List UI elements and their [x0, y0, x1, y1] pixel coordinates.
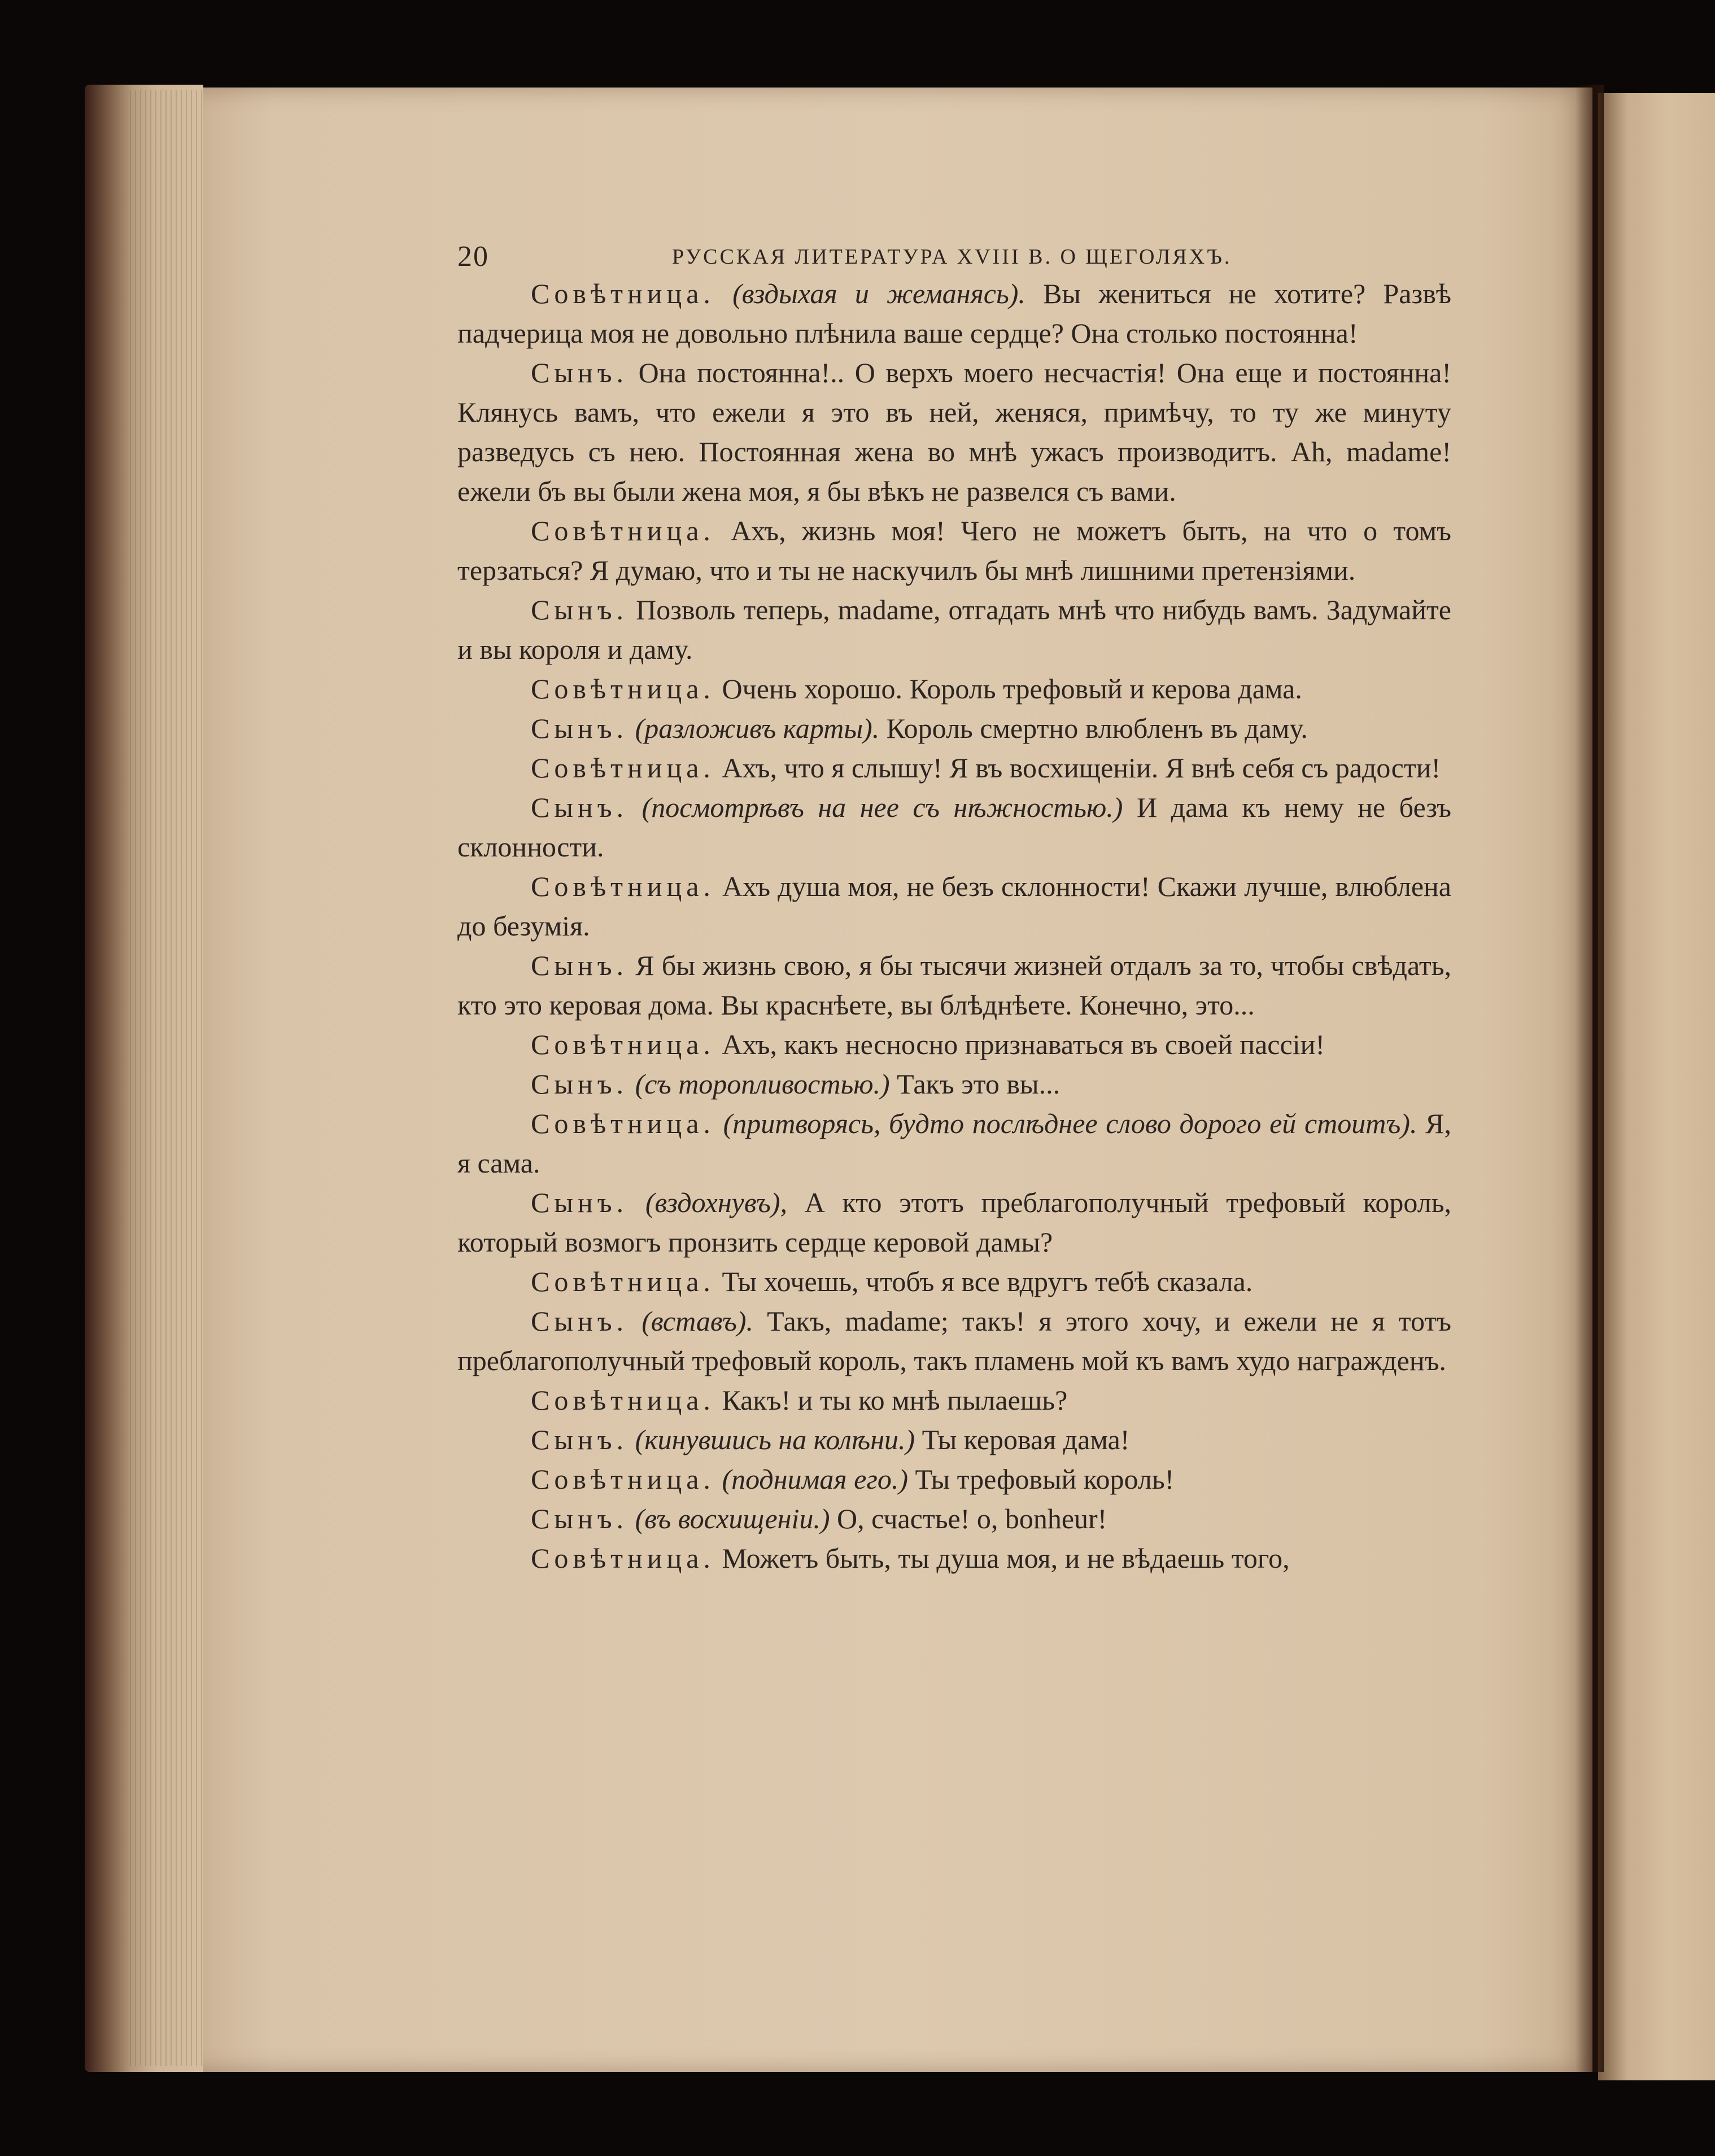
- speaker-name: Сынъ.: [531, 357, 629, 388]
- dialogue-paragraph: [457, 1499, 1451, 1538]
- dialogue-paragraph: [457, 748, 1451, 788]
- dialogue-paragraph: [457, 946, 1451, 1025]
- text-body: [457, 274, 1451, 1578]
- speaker-name: Совѣтница.: [531, 673, 715, 705]
- dialogue-text: Позволь теперь, madame, отгадать мнѣ что нибудь вамъ. Задумайте и вы короля и даму.: [457, 594, 1451, 665]
- dialogue-text: Ахъ, жизнь моя! Чего не можетъ быть, на что о томъ терзаться? Я думаю, что и ты не наскучилъ бы мнѣ лишними претензіями.: [457, 515, 1451, 586]
- speaker-name: Совѣтница.: [531, 278, 715, 309]
- page-gutter: [1576, 85, 1604, 2072]
- dialogue-text: Я, я сама.: [457, 1108, 1452, 1179]
- page-content: [457, 240, 1451, 1578]
- dialogue-text: Ты трефовый король!: [915, 1463, 1175, 1495]
- dialogue-paragraph: [457, 669, 1451, 709]
- dialogue-paragraph: [457, 788, 1451, 867]
- dialogue-paragraph: [457, 1262, 1451, 1301]
- dialogue-paragraph: [457, 1459, 1451, 1499]
- dialogue-text: Я бы жизнь свою, я бы тысячи жизней отдалъ за то, чтобы свѣдать, кто это керовая дома. Вы краснѣете, вы блѣднѣете. Конечно, это...: [457, 950, 1451, 1021]
- stage-direction: (поднимая его.): [722, 1463, 909, 1495]
- speaker-name: Сынъ.: [531, 791, 629, 823]
- dialogue-text: Ахъ, какъ несносно признаваться въ своей пассіи!: [722, 1029, 1325, 1060]
- stage-direction: (кинувшись на колѣни.): [635, 1424, 915, 1455]
- dialogue-text: Ахъ, что я слышу! Я въ восхищеніи. Я внѣ себя съ радости!: [722, 752, 1441, 784]
- running-title: РУССКАЯ ЛИТЕРАТУРА XVIII В. О ЩЕГОЛЯХЪ.: [672, 245, 1232, 269]
- dialogue-text: Ты керовая дама!: [922, 1424, 1130, 1455]
- dialogue-paragraph: [457, 709, 1451, 748]
- speaker-name: Сынъ.: [531, 1305, 629, 1337]
- dialogue-text: О, счастье! о, bonheur!: [837, 1503, 1107, 1534]
- dialogue-text: Такъ, madame; такъ! я этого хочу, и ежели не я тотъ преблагополучный трефовый король, такъ пламень мой къ вамъ худо награжденъ.: [457, 1305, 1451, 1376]
- dialogue-paragraph: [457, 353, 1451, 511]
- stage-direction: (разложивъ карты).: [635, 712, 880, 744]
- speaker-name: Совѣтница.: [531, 752, 715, 784]
- dialogue-paragraph: [457, 274, 1451, 353]
- dialogue-text: Ты хочешь, чтобъ я все вдругъ тебѣ сказала.: [722, 1266, 1253, 1297]
- speaker-name: Совѣтница.: [531, 1463, 715, 1495]
- speaker-name: Совѣтница.: [531, 1384, 715, 1416]
- dialogue-text: Очень хорошо. Король трефовый и керова дама.: [722, 673, 1302, 705]
- speaker-name: Совѣтница.: [531, 1108, 715, 1139]
- page-header: [457, 240, 1451, 274]
- dialogue-text: Можетъ быть, ты душа моя, и не вѣдаешь того,: [722, 1542, 1290, 1574]
- dialogue-paragraph: [457, 867, 1451, 946]
- speaker-name: Сынъ.: [531, 594, 629, 626]
- speaker-name: Совѣтница.: [531, 1542, 715, 1574]
- stage-direction: (посмотрѣвъ на нее съ нѣжностью.): [642, 791, 1123, 823]
- facing-page-edge: [1598, 93, 1715, 2080]
- dialogue-paragraph: [457, 1064, 1451, 1104]
- speaker-name: Совѣтница.: [531, 515, 715, 546]
- speaker-name: Сынъ.: [531, 712, 629, 744]
- dialogue-paragraph: [457, 1538, 1451, 1578]
- dialogue-text: Вы жениться не хотите? Развѣ падчерица моя не довольно плѣнила ваше сердце? Она столько постоянна!: [457, 278, 1452, 349]
- dialogue-paragraph: [457, 1183, 1451, 1262]
- dialogue-text: Она постоянна!.. О верхъ моего несчастія! Она еще и постоянна! Клянусь вамъ, что ежели я это въ ней, женяся, примѣчу, то ту же минуту разведусь съ нею. Постоянная жена во мнѣ ужасъ производитъ. Ah, madame! ежели бъ вы были жена моя, я бы вѣкъ не развелся съ вами.: [457, 357, 1451, 507]
- stage-direction: (вздыхая и жеманясь).: [732, 278, 1025, 309]
- dialogue-text: Какъ! и ты ко мнѣ пылаешь?: [722, 1384, 1068, 1416]
- page-stack: [130, 90, 209, 2066]
- dialogue-paragraph: [457, 1104, 1451, 1183]
- stage-direction: (притворясь, будто послѣднее слово дорого ей стоитъ).: [723, 1108, 1417, 1139]
- speaker-name: Сынъ.: [531, 1187, 629, 1218]
- speaker-name: Сынъ.: [531, 1503, 629, 1534]
- dialogue-text: Такъ это вы...: [897, 1068, 1061, 1100]
- dialogue-text: Король смертно влюбленъ въ даму.: [886, 712, 1308, 744]
- speaker-name: Совѣтница.: [531, 871, 715, 902]
- page-number: 20: [457, 240, 489, 273]
- dialogue-paragraph: [457, 1380, 1451, 1420]
- dialogue-paragraph: [457, 590, 1451, 669]
- stage-direction: (съ торопливостью.): [635, 1068, 890, 1100]
- speaker-name: Сынъ.: [531, 1068, 629, 1100]
- stage-direction: (вздохнувъ),: [645, 1187, 787, 1218]
- speaker-name: Совѣтница.: [531, 1029, 715, 1060]
- speaker-name: Совѣтница.: [531, 1266, 715, 1297]
- dialogue-text: И дама къ нему не безъ склонности.: [457, 791, 1452, 863]
- dialogue-paragraph: [457, 1301, 1451, 1380]
- speaker-name: Сынъ.: [531, 950, 629, 981]
- dialogue-paragraph: [457, 1025, 1451, 1064]
- speaker-name: Сынъ.: [531, 1424, 629, 1455]
- stage-direction: (вставъ).: [642, 1305, 753, 1337]
- dialogue-paragraph: [457, 511, 1451, 590]
- stage-direction: (въ восхищеніи.): [635, 1503, 830, 1534]
- dialogue-text: Ахъ душа моя, не безъ склонности! Скажи лучше, влюблена до безумія.: [457, 871, 1451, 942]
- dialogue-text: А кто этотъ преблагополучный трефовый король, который возмогъ пронзить сердце керовой дамы?: [457, 1187, 1452, 1258]
- dialogue-paragraph: [457, 1420, 1451, 1459]
